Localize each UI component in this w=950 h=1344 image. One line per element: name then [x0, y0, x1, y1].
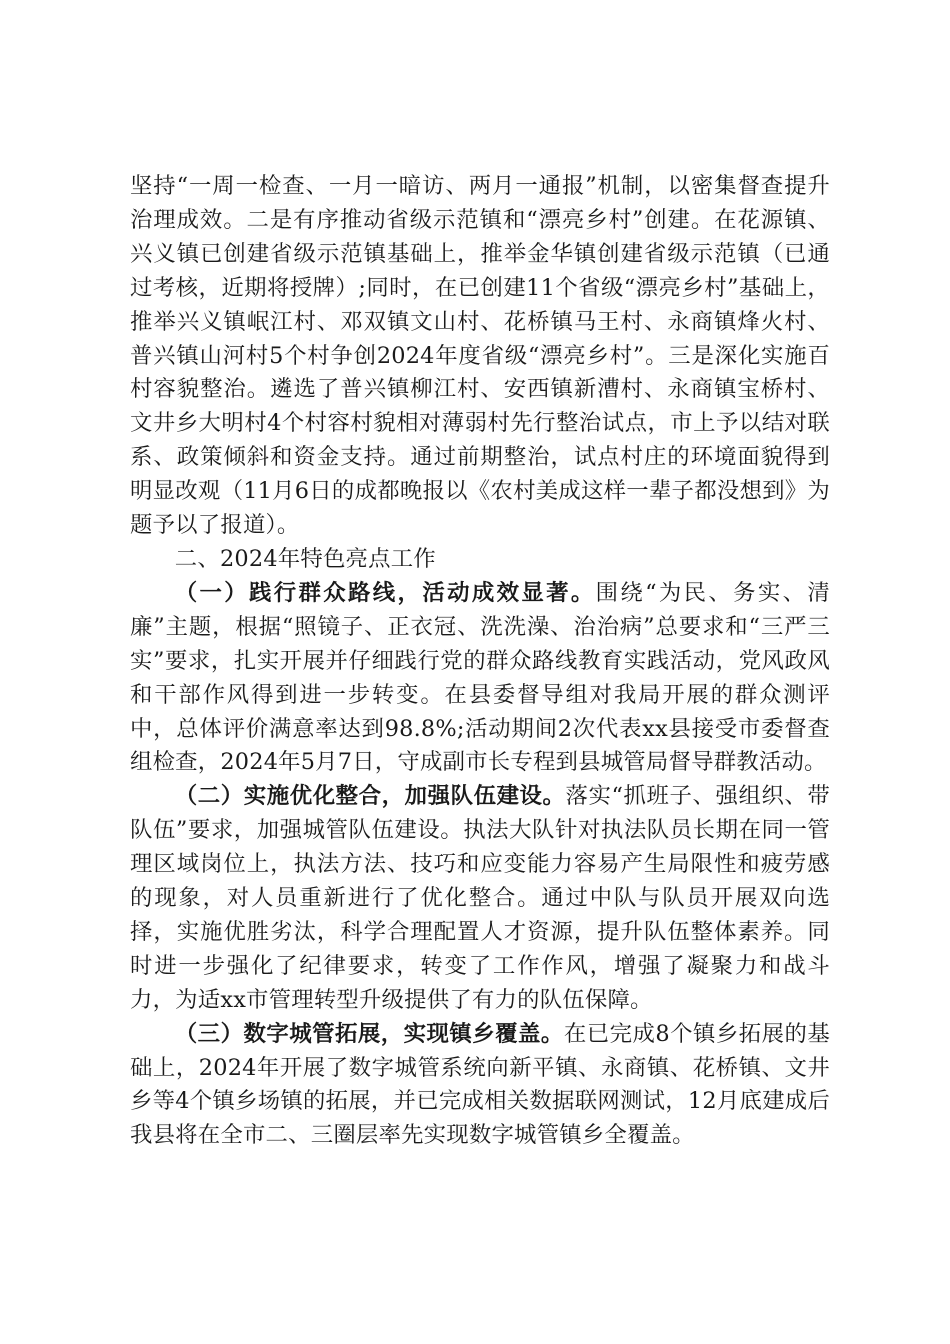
section-heading: 二、2024年特色亮点工作 [174, 545, 436, 572]
item-1-title: （一）践行群众路线，活动成效显著。 [174, 579, 596, 606]
paragraph-item-3 [130, 1018, 830, 1154]
item-2-body: 落实“抓班子、强组织、带队伍”要求，加强城管队伍建设。执法大队针对执法队员长期在同一管理区域岗位上，执法方法、技巧和应变能力容易产生局限性和疲劳感的现象，对人员重新进行了优化整合。通过中队与队员开展双向选择，实施优胜劣汰，科学合理配置人才资源，提升队伍整体素养。同时进一步强化了纪律要求，转变了工作作风，增强了凝聚力和战斗力，为适xx市管理转型升级提供了有力的队伍保障。 [130, 783, 830, 1013]
item-1-body: 围绕“为民、务实、清廉”主题，根据“照镜子、正衣冠、洗洗澡、治治病”总要求和“三严三实”要求，扎实开展并仔细践行党的群众路线教育实践活动，党风政风和干部作风得到进一步转变。在县委督导组对我局开展的群众测评中，总体评价满意率达到98.8%;活动期间2次代表xx县接受市委督查组检查，2024年5月7日，守成副市长专程到县城管局督导群教活动。 [130, 579, 830, 776]
item-2-title: （二）实施优化整合，加强队伍建设。 [174, 783, 566, 810]
item-3-title: （三）数字城管拓展，实现镇乡覆盖。 [174, 1020, 564, 1047]
paragraph-item-1 [130, 577, 830, 780]
document-body [130, 170, 830, 1153]
paragraph-continuation: 坚持“一周一检查、一月一暗访、两月一通报”机制，以密集督查提升治理成效。二是有序推动省级示范镇和“漂亮乡村”创建。在花源镇、兴义镇已创建省级示范镇基础上，推举金华镇创建省级示范镇（已通过考核，近期将授牌）;同时，在已创建11个省级“漂亮乡村”基础上，推举兴义镇岷江村、邓双镇文山村、花桥镇马王村、永商镇烽火村、普兴镇山河村5个村争创2024年度省级“漂亮乡村”。三是深化实施百村容貌整治。遴选了普兴镇柳江村、安西镇新漕村、永商镇宝桥村、文井乡大明村4个村容村貌相对薄弱村先行整治试点，市上予以结对联系、政策倾斜和资金支持。通过前期整治，试点村庄的环境面貌得到明显改观（11月6日的成都晚报以《农村美成这样一辈子都没想到》为题予以了报道）。 [130, 173, 830, 539]
paragraph-item-2 [130, 780, 830, 1017]
item-3-body: 在已完成8个镇乡拓展的基础上，2024年开展了数字城管系统向新平镇、永商镇、花桥镇、文井乡等4个镇乡场镇的拓展，并已完成相关数据联网测试，12月底建成后我县将在全市二、三圈层率先实现数字城管镇乡全覆盖。 [130, 1020, 830, 1149]
